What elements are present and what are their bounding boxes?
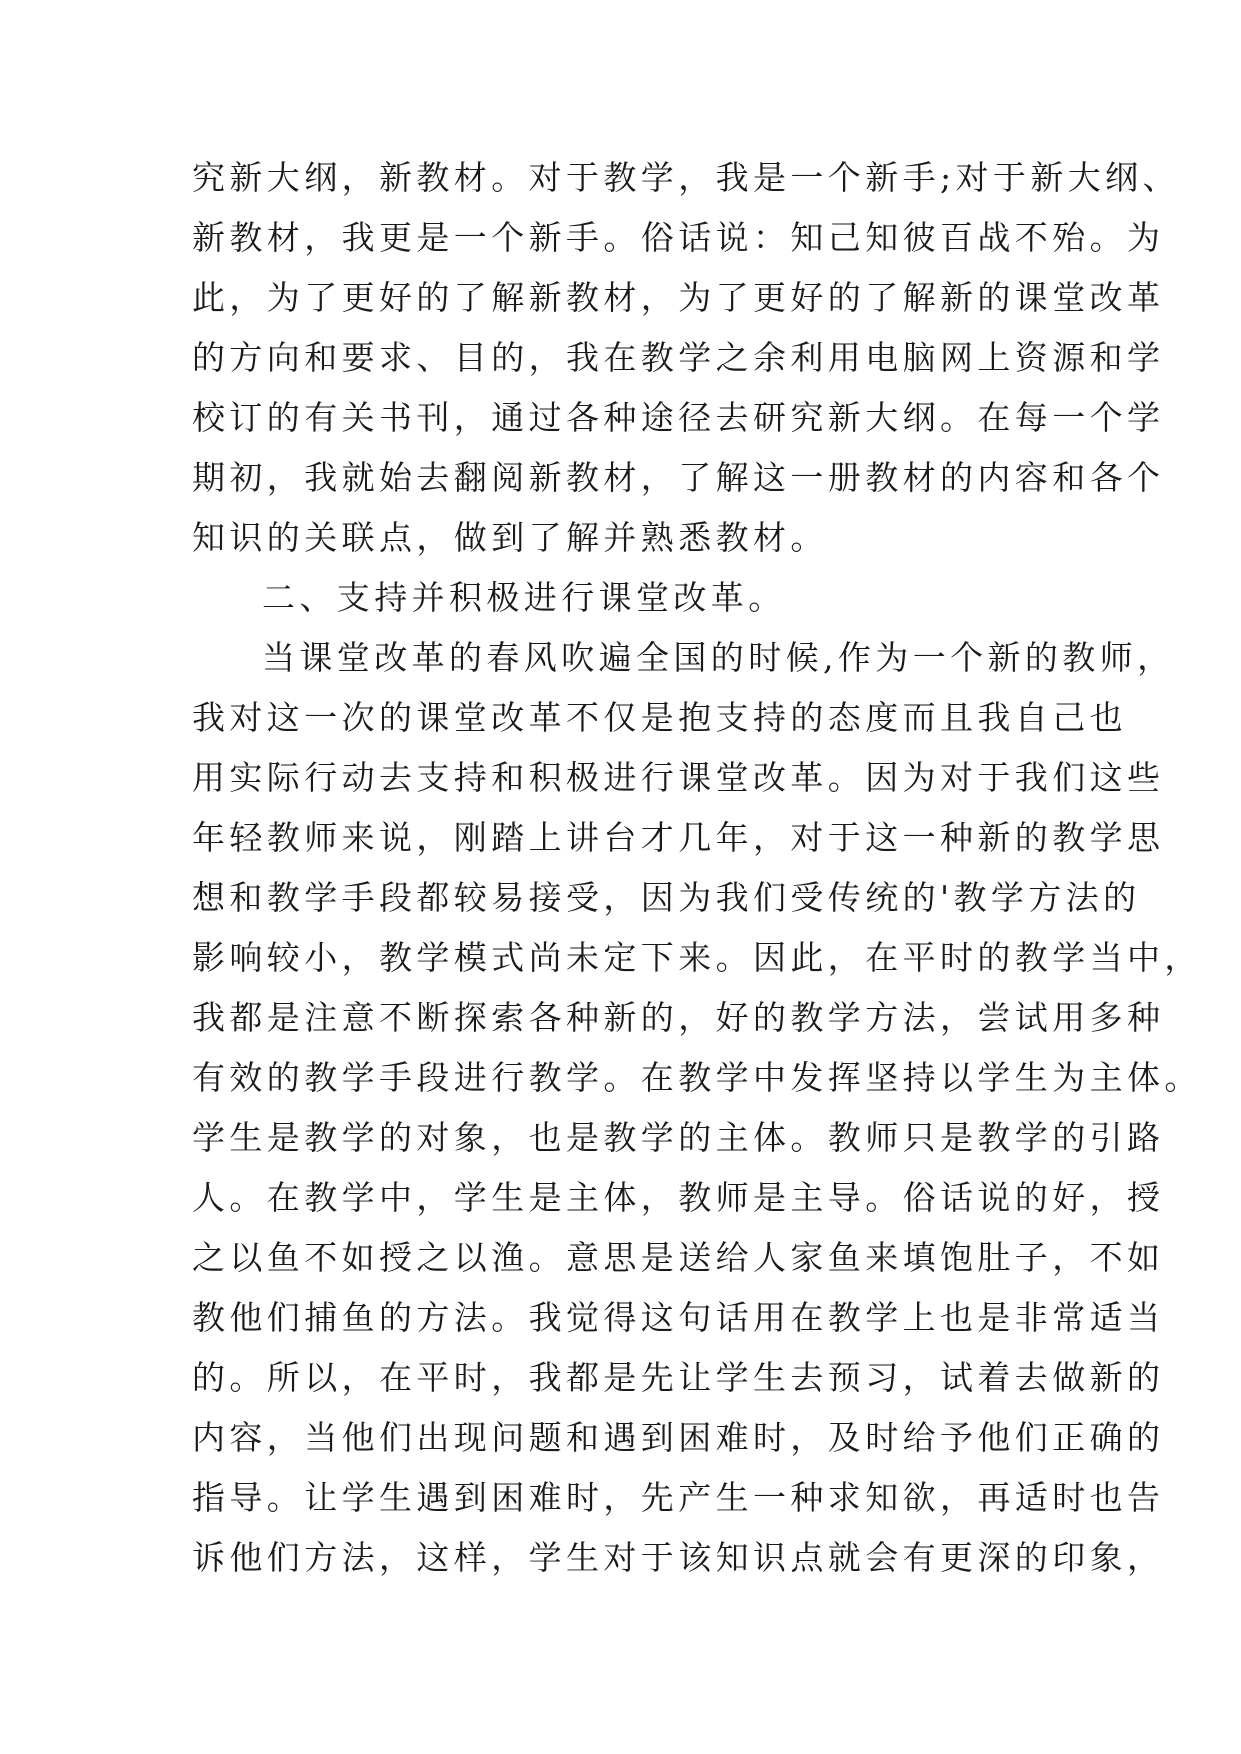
body-text: [192, 148, 1202, 1588]
text-line: 诉他们方法，这样，学生对于该知识点就会有更深的印象，: [192, 1538, 1165, 1577]
text-line: 想和教学手段都较易接受，因为我们受传统的'教学方法的: [192, 878, 1141, 917]
paragraph-start-line: 当课堂改革的春风吹遍全国的时候,作为一个新的教师，: [262, 638, 1175, 677]
text-line: 究新大纲，新教材。对于教学，我是一个新手;对于新大纲、: [192, 158, 1180, 197]
text-line: 期初，我就始去翻阅新教材，了解这一册教材的内容和各个: [192, 458, 1165, 497]
text-line: 有效的教学手段进行教学。在教学中发挥坚持以学生为主体。: [192, 1058, 1202, 1097]
text-line: 之以鱼不如授之以渔。意思是送给人家鱼来填饱肚子，不如: [192, 1238, 1165, 1277]
text-line: 学生是教学的对象，也是教学的主体。教师只是教学的引路: [192, 1118, 1165, 1157]
text-line: 的方向和要求、目的，我在教学之余利用电脑网上资源和学: [192, 338, 1165, 377]
text-line: 校订的有关书刊，通过各种途径去研究新大纲。在每一个学: [192, 398, 1165, 437]
text-line: 新教材，我更是一个新手。俗话说：知己知彼百战不殆。为: [192, 218, 1165, 257]
text-line: 的。所以，在平时，我都是先让学生去预习，试着去做新的: [192, 1358, 1165, 1397]
text-line: 教他们捕鱼的方法。我觉得这句话用在教学上也是非常适当: [192, 1298, 1165, 1337]
text-line: 知识的关联点，做到了解并熟悉教材。: [192, 518, 828, 557]
text-line: 我都是注意不断探索各种新的，好的教学方法，尝试用多种: [192, 998, 1165, 1037]
text-line: 指导。让学生遇到困难时，先产生一种求知欲，再适时也告: [192, 1478, 1165, 1517]
section-heading: 二、支持并积极进行课堂改革。: [262, 578, 786, 617]
text-line: 内容，当他们出现问题和遇到困难时，及时给予他们正确的: [192, 1418, 1165, 1457]
text-line: 用实际行动去支持和积极进行课堂改革。因为对于我们这些: [192, 758, 1165, 797]
text-line: 此，为了更好的了解新教材，为了更好的了解新的课堂改革: [192, 278, 1165, 317]
text-line: 人。在教学中，学生是主体，教师是主导。俗话说的好，授: [192, 1178, 1165, 1217]
text-line: 年轻教师来说，刚踏上讲台才几年，对于这一种新的教学思: [192, 818, 1165, 857]
text-line: 影响较小，教学模式尚未定下来。因此，在平时的教学当中，: [192, 938, 1202, 977]
text-line: 我对这一次的课堂改革不仅是抱支持的态度而且我自己也: [192, 698, 1127, 737]
